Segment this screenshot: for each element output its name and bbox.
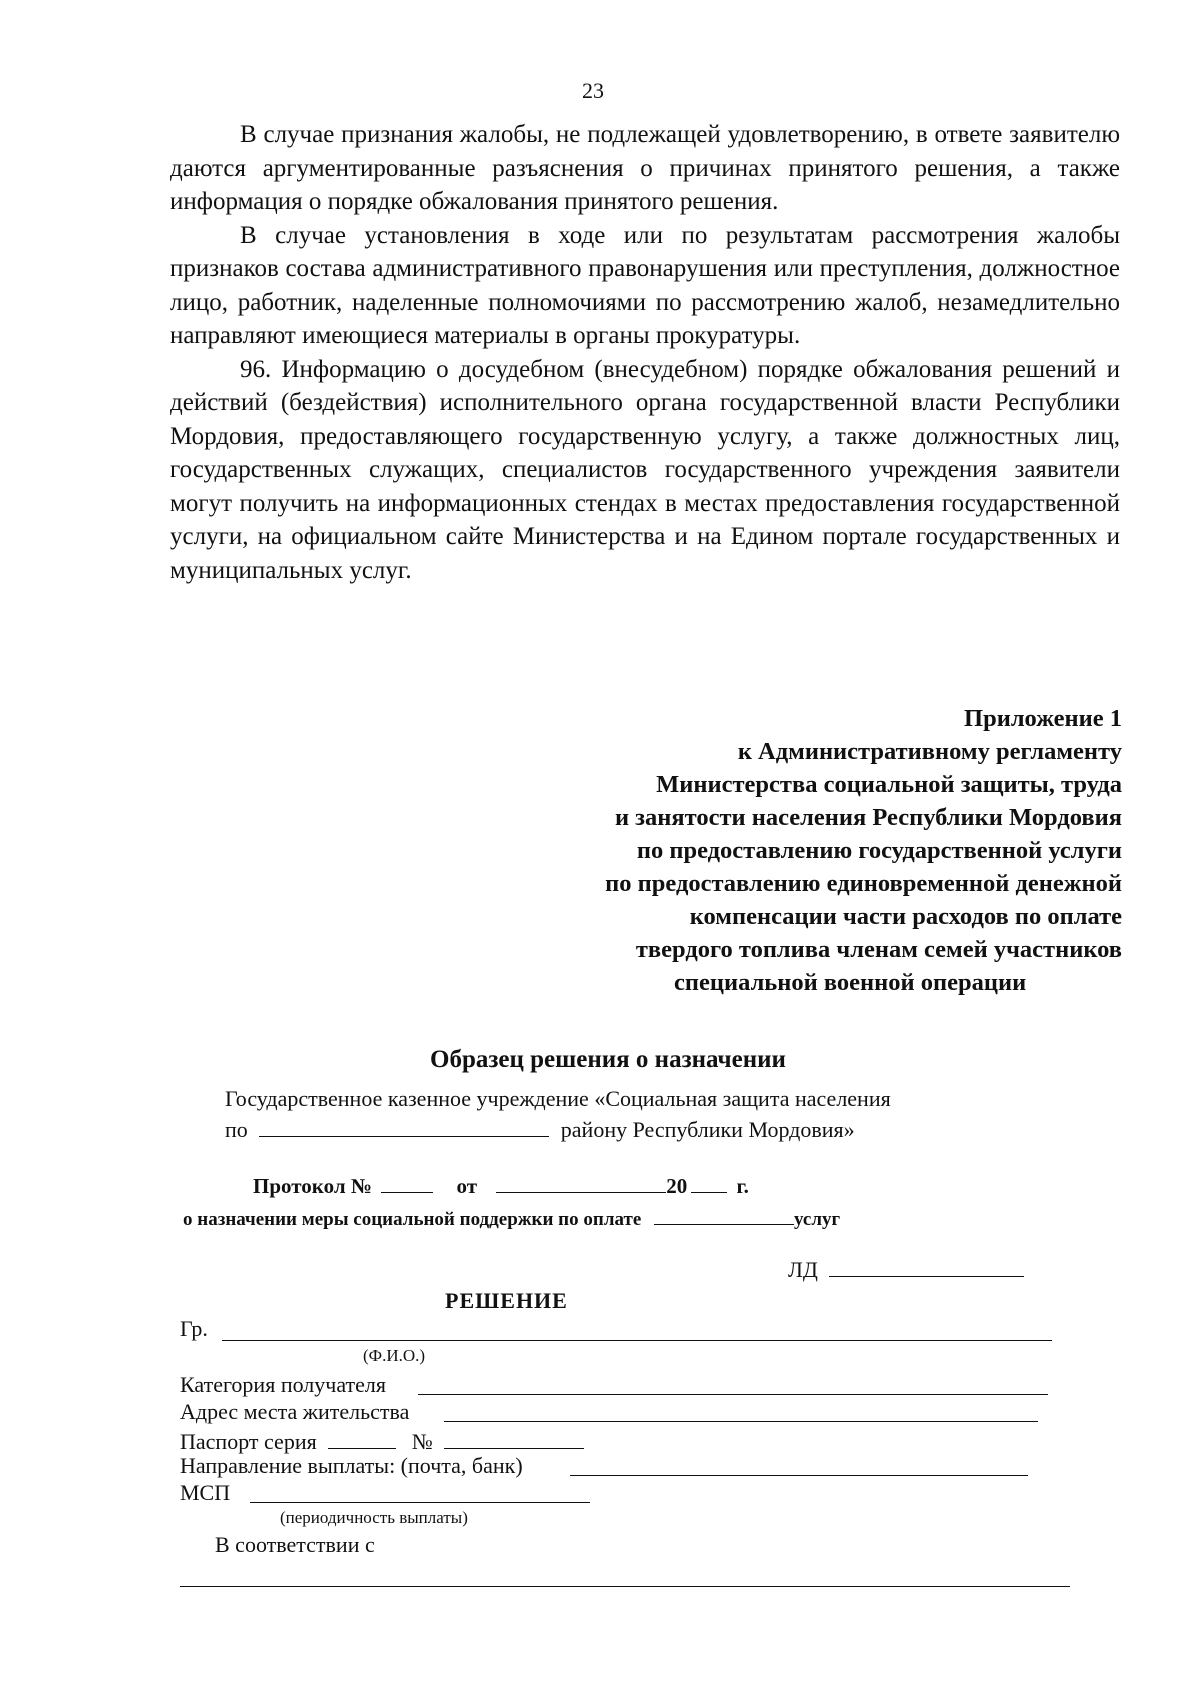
fio-caption: (Ф.И.О.) bbox=[363, 1346, 426, 1365]
institution-po: по bbox=[225, 1117, 248, 1142]
address-label: Адрес места жительства bbox=[180, 1399, 410, 1424]
appendix-line: Приложение 1 bbox=[964, 705, 1122, 732]
appendix-line: Министерства социальной защиты, труда bbox=[656, 771, 1122, 798]
purpose-end: услуг bbox=[794, 1209, 841, 1230]
body-text bbox=[170, 118, 1120, 587]
decision-heading: РЕШЕНИЕ bbox=[445, 1288, 568, 1313]
appendix-line: компенсации части расходов по оплате bbox=[689, 903, 1122, 930]
page-number: 23 bbox=[582, 78, 604, 103]
msp-label: МСП bbox=[180, 1480, 231, 1505]
address-field[interactable] bbox=[444, 1421, 1038, 1422]
appendix-line: к Административному регламенту bbox=[737, 738, 1122, 765]
purpose-line bbox=[183, 1202, 840, 1231]
form-title: Образец решения о назначении bbox=[430, 1046, 786, 1073]
institution-line-2 bbox=[225, 1114, 855, 1143]
paragraph: В случае установления в ходе или по результатам рассмотрения жалобы признаков состава административного правонарушения или преступления, должностное лицо, работник, наделенные полномочиями по рассмотрению жалоб, незамедлительно направляют имеющиеся материалы в органы прокуратуры. bbox=[170, 221, 1120, 349]
protocol-number-field[interactable] bbox=[381, 1170, 433, 1193]
passport-label: Паспорт серия bbox=[180, 1429, 317, 1454]
protocol-label: Протокол № bbox=[253, 1174, 372, 1198]
institution-line-1: Государственное казенное учреждение «Социальная защита населения bbox=[225, 1086, 891, 1111]
appendix-line: специальной военной операции bbox=[674, 969, 1027, 996]
ld-line bbox=[788, 1254, 1024, 1283]
appendix-header bbox=[422, 702, 1122, 999]
district-field[interactable] bbox=[259, 1114, 549, 1137]
protocol-date-field[interactable] bbox=[496, 1170, 666, 1193]
accordance-field[interactable] bbox=[180, 1586, 1070, 1587]
appendix-line: по предоставлению единовременной денежной bbox=[605, 870, 1122, 897]
passport-series-field[interactable] bbox=[328, 1426, 396, 1449]
accordance-label: В соответствии с bbox=[215, 1532, 375, 1557]
appendix-line: по предоставлению государственной услуги bbox=[636, 837, 1122, 864]
protocol-year-field[interactable] bbox=[691, 1170, 727, 1193]
number-sign: № bbox=[411, 1429, 433, 1454]
ld-label: ЛД bbox=[788, 1257, 818, 1282]
protocol-ot: от bbox=[456, 1174, 478, 1198]
protocol-g: г. bbox=[736, 1174, 749, 1198]
ld-field[interactable] bbox=[829, 1254, 1024, 1277]
gr-label: Гр. bbox=[180, 1316, 208, 1341]
passport-number-field[interactable] bbox=[444, 1426, 584, 1449]
periodicity-caption: (периодичность выплаты) bbox=[280, 1508, 468, 1527]
purpose-label: о назначении меры социальной поддержки по оплате bbox=[183, 1209, 642, 1230]
appendix-line: твердого топлива членам семей участников bbox=[635, 936, 1122, 963]
service-type-field[interactable] bbox=[654, 1202, 794, 1225]
payment-field[interactable] bbox=[570, 1475, 1028, 1476]
protocol-line bbox=[253, 1170, 749, 1199]
appendix-line: и занятости населения Республики Мордовия bbox=[614, 804, 1122, 831]
institution-district-suffix: району Республики Мордовия» bbox=[560, 1117, 855, 1142]
payment-label: Направление выплаты: (почта, банк) bbox=[180, 1453, 523, 1478]
category-field[interactable] bbox=[418, 1394, 1048, 1395]
paragraph: 96. Информацию о досудебном (внесудебном) порядке обжалования решений и действий (бездействия) исполнительного органа государственной власти Республики Мордовия, предоставляющего государственную услугу, а также должностных лиц, государственных служащих, специалистов государственного учреждения заявители могут получить на информационных стендах в местах предоставления государственной услуги, на официальном сайте Министерства и на Едином портале государственных и муниципальных услуг. bbox=[170, 355, 1120, 584]
gr-field[interactable] bbox=[222, 1340, 1052, 1341]
category-label: Категория получателя bbox=[180, 1372, 387, 1397]
msp-field[interactable] bbox=[250, 1502, 590, 1503]
passport-line bbox=[180, 1426, 584, 1455]
protocol-year: 20 bbox=[666, 1174, 688, 1198]
paragraph: В случае признания жалобы, не подлежащей удовлетворению, в ответе заявителю даются аргументированные разъяснения о причинах принятого решения, а также информация о порядке обжалования принятого решения. bbox=[170, 121, 1120, 215]
